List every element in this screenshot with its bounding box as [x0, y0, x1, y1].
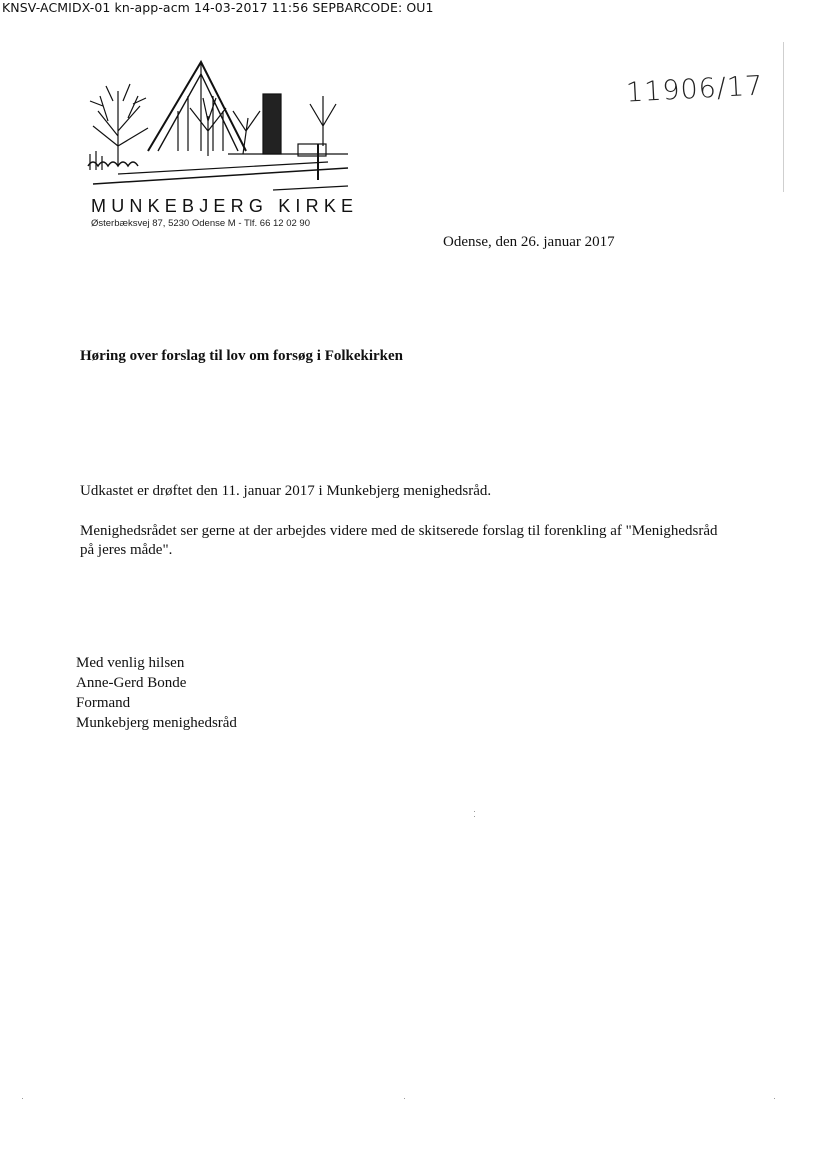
letter-subject: Høring over forslag til lov om forsøg i Folkekirken: [80, 348, 404, 364]
journal-number-stamp: 11906/17: [625, 70, 765, 109]
scan-edge-line: [783, 42, 784, 192]
signatory-organization: Munkebjerg menighedsråd: [76, 715, 237, 731]
scan-speck: [474, 816, 475, 817]
signatory-title: Formand: [76, 695, 131, 711]
closing-greeting: Med venlig hilsen: [76, 655, 185, 671]
church-name: MUNKEBJERG KIRKE: [91, 196, 359, 216]
scan-speck: [404, 1098, 405, 1099]
closing-block: [76, 653, 237, 733]
church-address: Østerbæksvej 87, 5230 Odense M - Tlf. 66 12 02 90: [91, 218, 310, 229]
letter-date: Odense, den 26. januar 2017: [443, 234, 615, 250]
church-drawing-icon: [78, 56, 358, 196]
scan-speck: [474, 811, 475, 812]
scan-speck: [22, 1098, 23, 1099]
body-paragraph-1: Udkastet er drøftet den 11. januar 2017 i Munkebjerg menighedsråd.: [80, 483, 492, 499]
signatory-name: Anne-Gerd Bonde: [76, 675, 187, 691]
body-paragraph-2: Menighedsrådet ser gerne at der arbejdes videre med de skitserede forslag til forenkling af "Menighedsråd på jeres måde".: [80, 523, 718, 558]
scan-speck: [774, 1098, 775, 1099]
fax-header: KNSV-ACMIDX-01 kn-app-acm 14-03-2017 11:56 SEPBARCODE: OU1: [2, 0, 434, 15]
